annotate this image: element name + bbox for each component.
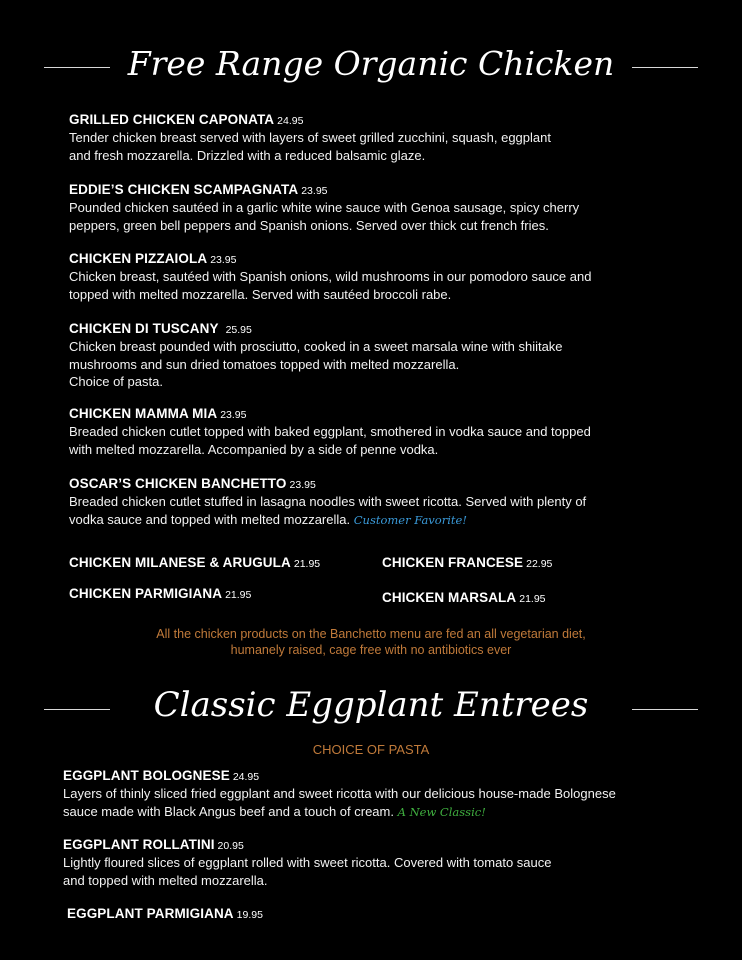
item-name: CHICKEN DI TUSCANY <box>69 321 219 336</box>
item-price: 19.95 <box>236 909 263 921</box>
menu-item <box>69 552 320 572</box>
item-description: with melted mozzarella. Accompanied by a side of penne vodka. <box>69 441 439 457</box>
menu-item <box>69 583 251 603</box>
item-description: Pounded chicken sautéed in a garlic white wine sauce with Genoa sausage, spicy cherry <box>69 200 580 215</box>
item-description: Layers of thinly sliced fried eggplant and sweet ricotta with our delicious house-made Bolognese <box>63 786 616 801</box>
item-description: Breaded chicken cutlet stuffed in lasagna noodles with sweet ricotta. Served with plenty of <box>69 494 587 509</box>
item-price: 21.95 <box>293 558 321 570</box>
item-price: 20.95 <box>217 840 244 852</box>
item-name: CHICKEN MILANESE & ARUGULA <box>69 555 291 570</box>
menu-item <box>382 587 546 607</box>
item-price: 25.95 <box>225 324 252 336</box>
item-name: CHICKEN FRANCESE <box>382 555 524 570</box>
item-description: and fresh mozzarella. Drizzled with a reduced balsamic glaze. <box>69 147 426 163</box>
item-name: CHICKEN PIZZAIOLA <box>69 251 208 266</box>
item-description: Chicken breast pounded with prosciutto, cooked in a sweet marsala wine with shiitake <box>69 339 563 354</box>
item-name: EDDIE’S CHICKEN SCAMPAGNATA <box>69 182 299 197</box>
menu-item <box>382 552 552 572</box>
item-description: topped with melted mozzarella. Served with sautéed broccoli rabe. <box>69 286 452 302</box>
menu-item <box>69 473 586 529</box>
item-name: EGGPLANT BOLOGNESE <box>63 768 230 783</box>
item-price: 21.95 <box>519 593 546 605</box>
section-title-chicken: Free Range Organic Chicken <box>127 44 615 83</box>
section-subtitle: CHOICE OF PASTA <box>312 742 430 757</box>
menu-item <box>63 765 616 821</box>
item-name: GRILLED CHICKEN CAPONATA <box>69 112 275 127</box>
section-title-eggplant: Classic Eggplant Entrees <box>153 685 589 725</box>
item-name: OSCAR’S CHICKEN BANCHETTO <box>69 476 287 491</box>
item-price: 24.95 <box>277 115 304 127</box>
customer-favorite-tag: Customer Favorite! <box>353 512 467 527</box>
item-description: vodka sauce and topped with melted mozzarella. <box>69 511 351 527</box>
item-description: Breaded chicken cutlet topped with baked eggplant, smothered in vodka sauce and topped <box>69 424 591 439</box>
item-name: CHICKEN PARMIGIANA <box>69 586 223 601</box>
item-description: Choice of pasta. <box>69 374 163 389</box>
item-description: Lightly floured slices of eggplant rolled with sweet ricotta. Covered with tomato sauce <box>63 855 552 870</box>
item-price: 23.95 <box>220 409 247 421</box>
item-name: EGGPLANT ROLLATINI <box>63 837 215 852</box>
item-price: 23.95 <box>301 185 328 197</box>
item-name: EGGPLANT PARMIGIANA <box>67 906 234 921</box>
menu-item <box>69 248 591 303</box>
item-name: CHICKEN MARSALA <box>382 590 517 605</box>
item-price: 23.95 <box>289 479 316 491</box>
item-description: sauce made with Black Angus beef and a touch of cream. <box>63 803 394 819</box>
sourcing-note <box>0 626 742 658</box>
item-description: peppers, green bell peppers and Spanish onions. Served over thick cut french fries. <box>69 217 549 233</box>
item-price: 24.95 <box>232 771 260 783</box>
menu-item <box>67 903 263 923</box>
note-line: All the chicken products on the Banchetto menu are fed an all vegetarian diet, <box>156 627 586 641</box>
item-price: 22.95 <box>526 558 553 570</box>
item-price: 23.95 <box>210 254 237 266</box>
menu-item <box>69 318 563 391</box>
item-description: and topped with melted mozzarella. <box>63 872 268 888</box>
item-description: Tender chicken breast served with layers of sweet grilled zucchini, squash, eggplant <box>69 130 551 145</box>
menu-item <box>69 179 579 234</box>
item-price: 21.95 <box>225 589 252 601</box>
new-classic-tag: A New Classic! <box>397 804 486 819</box>
menu-item <box>63 834 551 889</box>
note-line: humanely raised, cage free with no antibiotics ever <box>230 643 512 657</box>
item-name: CHICKEN MAMMA MIA <box>69 406 218 421</box>
menu-item <box>69 109 551 164</box>
item-description: Chicken breast, sautéed with Spanish onions, wild mushrooms in our pomodoro sauce and <box>69 269 592 284</box>
menu-item <box>69 403 591 458</box>
item-description: mushrooms and sun dried tomatoes topped with melted mozzarella. <box>69 356 460 372</box>
